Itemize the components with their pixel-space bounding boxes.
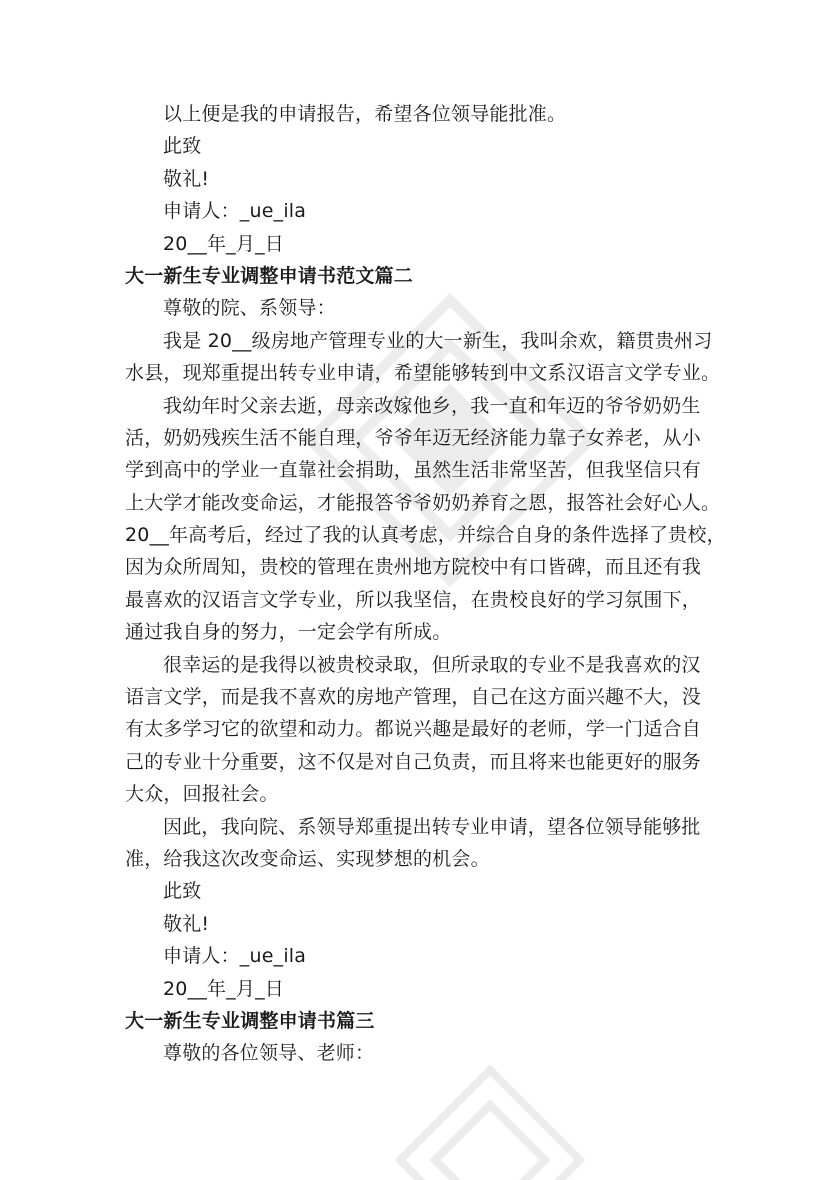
section-heading: 大一新生专业调整申请书范文篇二 bbox=[125, 264, 414, 287]
text-line: 此致 bbox=[163, 880, 202, 903]
text-line: 有太多学习它的欲望和动力。都说兴趣是最好的老师，学一门适合自 bbox=[125, 718, 702, 741]
text-line: 敬礼! bbox=[163, 167, 210, 190]
text-line: 申请人：_ue_ila bbox=[163, 945, 307, 968]
text-line: 很幸运的是我得以被贵校录取，但所录取的专业不是我喜欢的汉 bbox=[163, 653, 701, 676]
text-line: 语言文学，而是我不喜欢的房地产管理，自己在这方面兴趣不大，没 bbox=[125, 686, 702, 709]
text-line: 我是 20__级房地产管理专业的大一新生，我叫余欢，籍贯贵州习 bbox=[163, 329, 713, 352]
text-line: 20__年高考后，经过了我的认真考虑，并综合自身的条件选择了贵校， bbox=[125, 524, 726, 547]
text-line: 尊敬的各位领导、老师： bbox=[163, 1042, 375, 1065]
text-line: 此致 bbox=[163, 135, 202, 158]
text-line: 因为众所周知，贵校的管理在贵州地方院校中有口皆碑，而且还有我 bbox=[125, 556, 702, 579]
text-line: 上大学才能改变命运，才能报答爷爷奶奶养育之恩，报答社会好心人。 bbox=[125, 491, 721, 514]
text-line: 大众，回报社会。 bbox=[125, 783, 279, 806]
document-body bbox=[125, 98, 726, 1070]
text-line: 活，奶奶残疾生活不能自理，爷爷年迈无经济能力靠子女养老，从小 bbox=[125, 426, 702, 449]
text-line: 20__年_月_日 bbox=[163, 977, 284, 1000]
text-line: 水县，现郑重提出转专业申请，希望能够转到中文系汉语言文学专业。 bbox=[125, 362, 721, 385]
text-line: 我幼年时父亲去逝，母亲改嫁他乡，我一直和年迈的爷爷奶奶生 bbox=[163, 394, 701, 417]
text-line: 敬礼! bbox=[163, 912, 210, 935]
text-line: 准，给我这次改变命运、实现梦想的机会。 bbox=[125, 847, 490, 870]
section-heading: 大一新生专业调整申请书篇三 bbox=[125, 1009, 375, 1032]
text-line: 学到高中的学业一直靠社会捐助，虽然生活非常坚苦，但我坚信只有 bbox=[125, 459, 702, 482]
text-line: 以上便是我的申请报告，希望各位领导能批准。 bbox=[163, 103, 567, 125]
text-line: 己的专业十分重要，这不仅是对自己负责，而且将来也能更好的服务 bbox=[125, 750, 702, 773]
text-line: 20__年_月_日 bbox=[163, 232, 284, 255]
watermark-logo-icon bbox=[380, 1060, 600, 1180]
text-line: 因此，我向院、系领导郑重提出转专业申请，望各位领导能够批 bbox=[163, 815, 701, 838]
text-line: 申请人：_ue_ila bbox=[163, 200, 307, 223]
text-line: 尊敬的院、系领导： bbox=[163, 297, 336, 320]
text-line: 通过我自身的努力，一定会学有所成。 bbox=[125, 621, 452, 644]
text-line: 最喜欢的汉语言文学专业，所以我坚信，在贵校良好的学习氛围下， bbox=[125, 588, 702, 611]
